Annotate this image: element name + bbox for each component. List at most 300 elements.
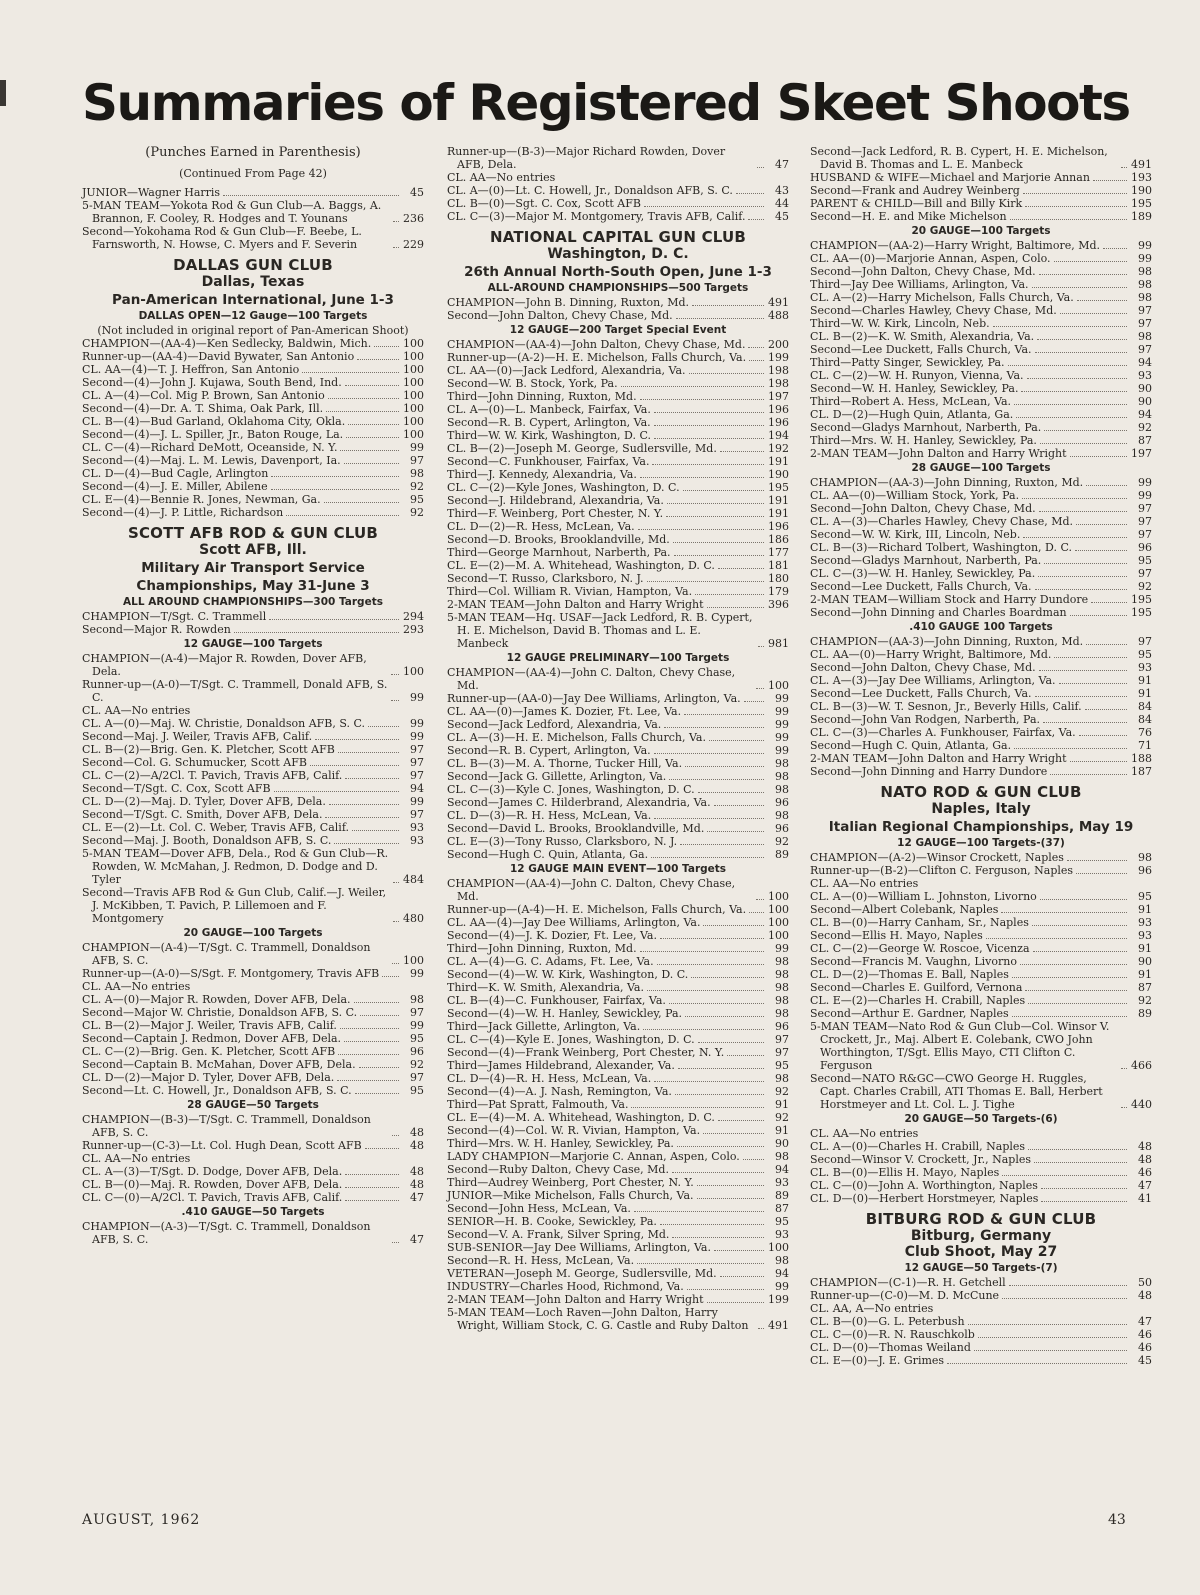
dot-leader [345,385,399,386]
entry-text: CL. C—(2)—Brig. Gen. K. Pletcher, Scott AFB [82,1045,336,1058]
dot-leader [1041,1201,1127,1202]
entry-score: 199 [768,351,789,364]
entry-text: 5-MAN TEAM—Hq. USAF—Jack Ledford, R. B. Cypert, H. E. Michelson, David B. Thomas and L. E. Manbeck [447,611,753,650]
entry-text: Second—(4)—Dr. A. T. Shima, Oak Park, Ill. [82,402,324,415]
entry-score: 47 [1138,1315,1152,1328]
entry-score: 98 [775,783,789,796]
result-entry [810,502,1152,515]
result-entry [447,572,789,585]
entry-text: Second—Winsor V. Crockett, Jr., Naples [810,1153,1032,1166]
dot-leader [749,912,764,913]
result-entry [82,678,424,704]
result-entry [447,611,789,650]
result-entry [810,541,1152,554]
dot-leader [676,318,764,319]
result-entry [810,343,1152,356]
entry-text: Second—V. A. Frank, Silver Spring, Md. [447,1228,670,1241]
dot-leader [1009,1285,1127,1286]
dot-leader [1035,352,1127,353]
result-entry [82,1139,424,1152]
entry-score: 100 [403,363,424,376]
dot-leader [714,805,764,806]
dot-leader [1034,1162,1127,1163]
dot-leader [978,1337,1127,1338]
entry-score: 93 [1138,916,1152,929]
entry-score: 100 [403,954,424,967]
entry-score: 90 [1138,955,1152,968]
dot-leader [672,1172,764,1173]
dot-leader [382,976,399,977]
result-entry [82,847,424,886]
entry-score: 99 [410,795,424,808]
dot-leader [1093,180,1127,181]
result-entry [447,916,789,929]
event-subheading: 20 GAUGE—50 Targets-(6) [904,1113,1058,1125]
dot-leader [756,899,764,900]
entry-text: CL. E—(2)—M. A. Whitehead, Washington, D. C. [447,559,715,572]
entry-text: Runner-up—(A-0)—T/Sgt. C. Trammell, Donald AFB, S. C. [82,678,388,704]
entry-text: CHAMPION—(AA-4)—John C. Dalton, Chevy Chase, Md. [447,877,736,903]
entry-score: 94 [410,782,424,795]
entry-text: Third—W. W. Kirk, Washington, D. C. [447,429,651,442]
dot-leader [328,398,399,399]
result-entry [810,968,1152,981]
entry-score: 97 [1138,528,1152,541]
entry-score: 96 [1138,864,1152,877]
entry-text: CL. A—(0)—Lt. C. Howell, Jr., Donaldson AFB, S. C. [447,184,733,197]
dot-leader [695,594,764,595]
entry-text: Second—C. Funkhouser, Fairfax, Va. [447,455,650,468]
dot-leader [344,463,399,464]
dot-leader [302,372,399,373]
entry-score: 98 [1138,265,1152,278]
entry-text: CL. D—(4)—Bud Cagle, Arlington [82,467,269,480]
dot-leader [1075,550,1127,551]
entry-text: Second—T. Russo, Clarksboro, N. J. [447,572,644,585]
dot-leader [748,219,764,220]
dot-leader [269,619,399,620]
result-entry [447,1306,789,1332]
dot-leader [667,503,764,504]
entry-text: Second—Lee Duckett, Falls Church, Va. [810,343,1032,356]
entry-text: CL. C—(2)—Kyle Jones, Washington, D. C. [447,481,680,494]
dot-leader [654,425,764,426]
result-entry [82,376,424,389]
result-entry [447,1254,789,1267]
entry-score: 196 [768,403,789,416]
entry-text: CL. AA—(0)—Marjorie Annan, Aspen, Colo. [810,252,1051,265]
entry-text: Third—J. Kennedy, Alexandria, Va. [447,468,637,481]
entry-score: 99 [1138,239,1152,252]
entry-score: 199 [768,1293,789,1306]
result-entry [447,1163,789,1176]
result-entry [447,171,789,184]
entry-text: Runner-up—(AA-4)—David Bywater, San Antonio [82,350,355,363]
entry-text: Second—J. Hildebrand, Alexandria, Va. [447,494,664,507]
dot-leader [1085,709,1127,710]
dot-leader [707,607,764,608]
result-entry [810,145,1152,171]
dot-leader [234,632,399,633]
entry-text: CL. C—(3)—Charles A. Funkhouser, Fairfax, Va. [810,726,1076,739]
entry-text: Third—Audrey Weinberg, Port Chester, N. Y. [447,1176,694,1189]
entry-text: CL. A—(3)—Charles Hawley, Chevy Chase, Md. [810,515,1074,528]
dot-leader [674,555,764,556]
entry-text: Second—Frank and Audrey Weinberg [810,184,1020,197]
entry-text: CHAMPION—(A-4)—Major R. Rowden, Dover AFB, Dela. [82,652,367,678]
club-name: NATIONAL CAPITAL GUN CLUB [489,228,747,246]
result-entry [82,1152,424,1165]
entry-score: 99 [410,730,424,743]
result-entry [82,1113,424,1139]
entry-score: 236 [403,212,424,225]
result-entry [447,533,789,546]
result-entry [810,278,1152,291]
page-title: Summaries of Registered Skeet Shoots [82,74,1130,132]
dot-leader [684,714,764,715]
result-entry [447,731,789,744]
entry-text: Third—Mrs. W. H. Hanley, Sewickley, Pa. [810,434,1037,447]
entry-text: Second—(4)—Maj. L. M. Lewis, Davenport, Ia. [82,454,341,467]
entry-score: 180 [768,572,789,585]
result-entry [810,567,1152,580]
entry-score: 95 [775,1059,789,1072]
entry-score: 48 [1138,1153,1152,1166]
dot-leader [993,326,1127,327]
result-entry [447,1033,789,1046]
entry-score: 99 [775,692,789,705]
entry-score: 93 [775,1228,789,1241]
entry-score: 45 [1138,1354,1152,1367]
dot-leader [1012,1016,1127,1017]
result-entry [810,239,1152,252]
entry-score: 97 [1138,515,1152,528]
entry-score: 91 [1138,942,1152,955]
entry-text: CL. C—(3)—Major M. Montgomery, Travis AFB, Calif. [447,210,746,223]
result-entry [82,389,424,402]
dot-leader [1023,193,1127,194]
dot-leader [1014,748,1127,749]
entry-score: 95 [410,1032,424,1045]
entry-score: 99 [410,441,424,454]
result-entry [447,1280,789,1293]
result-entry [447,968,789,981]
event-subheading: 12 GAUGE—50 Targets-(7) [904,1262,1058,1274]
entry-score: 98 [410,993,424,1006]
result-entry [82,1058,424,1071]
entry-text: CL. B—(2)—Major J. Weiler, Travis AFB, Calif. [82,1019,337,1032]
entry-text: Third—Pat Spratt, Falmouth, Va. [447,1098,629,1111]
dot-leader [720,1276,764,1277]
dot-leader [1086,644,1127,645]
dot-leader [660,938,764,939]
dot-leader [1032,287,1127,288]
dot-leader [647,581,764,582]
result-entry [447,377,789,390]
dot-leader [1039,670,1127,671]
result-entry [810,447,1152,460]
entry-score: 98 [775,968,789,981]
result-entry [447,718,789,731]
entry-score: 92 [410,480,424,493]
entry-text: Second—Jack Ledford, Alexandria, Va. [447,718,662,731]
entry-text: Second—(4)—J. P. Little, Richardson [82,506,284,519]
result-entry [810,330,1152,343]
result-entry [447,145,789,171]
entry-score: 100 [403,402,424,415]
result-entry [447,184,789,197]
dot-leader [718,1120,764,1121]
entry-text: CL. A—(4)—G. C. Adams, Ft. Lee, Va. [447,955,654,968]
dot-leader [346,437,399,438]
entry-score: 99 [775,1280,789,1293]
event-title: Championships, May 31-June 3 [136,578,370,594]
result-entry [82,1178,424,1191]
entry-text: Second—(4)—Col. W. R. Vivian, Hampton, Va. [447,1124,701,1137]
result-entry [447,309,789,322]
dot-leader [392,1242,399,1243]
entry-score: 97 [1138,502,1152,515]
result-entry [810,593,1152,606]
footer-page-number: 43 [1108,1512,1126,1528]
dot-leader [640,951,764,952]
entry-text: 5-MAN TEAM—Yokota Rod & Gun Club—A. Baggs, A. Brannon, F. Cooley, R. Hodges and T. Younans [82,199,382,225]
dot-leader [1054,657,1127,658]
entry-score: 196 [768,416,789,429]
entry-text: Runner-up—(B-3)—Major Richard Rowden, Dover AFB, Dela. [447,145,726,171]
entry-score: 99 [410,717,424,730]
entry-score: 89 [1138,1007,1152,1020]
dot-leader [669,1003,764,1004]
dot-leader [355,1093,399,1094]
result-entry [82,1084,424,1097]
entry-text: Second—Jack Ledford, R. B. Cypert, H. E. Michelson, David B. Thomas and L. E. Manbeck [810,145,1108,171]
entry-score: 98 [775,1007,789,1020]
dot-leader [1035,589,1127,590]
dot-leader [338,1054,399,1055]
entry-score: 198 [768,377,789,390]
dot-leader [1025,990,1127,991]
entry-score: 93 [410,821,424,834]
dot-leader [697,1198,765,1199]
entry-text: Runner-up—(AA-0)—Jay Dee Williams, Arlington, Va. [447,692,741,705]
result-entry [810,489,1152,502]
entry-score: 196 [768,520,789,533]
result-entry [810,421,1152,434]
dot-leader [947,1363,1127,1364]
entry-text: Second—Captain B. McMahan, Dover AFB, Dela. [82,1058,356,1071]
entry-text: Third—K. W. Smith, Alexandria, Va. [447,981,644,994]
dot-leader [749,360,764,361]
entry-score: 98 [1138,330,1152,343]
result-entry [447,809,789,822]
result-entry [810,851,1152,864]
entry-text: CL. C—(0)—John A. Worthington, Naples [810,1179,1038,1192]
result-entry [82,454,424,467]
result-entry [447,1293,789,1306]
entry-score: 229 [403,238,424,251]
result-entry [447,835,789,848]
dot-leader [1076,524,1127,525]
dot-leader [654,1081,764,1082]
dot-leader [1076,873,1127,874]
entry-score: 396 [768,598,789,611]
result-entry [810,1354,1152,1367]
entry-score: 50 [1138,1276,1152,1289]
result-entry [810,700,1152,713]
entry-score: 47 [410,1233,424,1246]
entry-score: 94 [1138,408,1152,421]
dot-leader [1038,576,1127,577]
result-entry [82,782,424,795]
entry-text: Runner-up—(A-4)—H. E. Michelson, Falls Church, Va. [447,903,747,916]
entry-text: Second—Lee Duckett, Falls Church, Va. [810,687,1032,700]
entry-text: CL. C—(4)—Richard DeMott, Oceanside, N. Y. [82,441,338,454]
entry-score: 491 [768,296,789,309]
dot-leader [757,167,764,168]
entry-score: 99 [775,744,789,757]
entry-score: 195 [768,481,789,494]
entry-score: 97 [410,454,424,467]
result-entry [810,382,1152,395]
result-entry [810,408,1152,421]
entry-text: Second—Hugh C. Quin, Atlanta, Ga. [447,848,649,861]
result-entry [447,796,789,809]
entry-text: CL. E—(4)—Bennie R. Jones, Newman, Ga. [82,493,321,506]
result-entry [447,1150,789,1163]
entry-text: CHAMPION—(AA-4)—John C. Dalton, Chevy Chase, Md. [447,666,736,692]
result-entry [810,304,1152,317]
dot-leader [345,1187,399,1188]
entry-text: CL. E—(0)—J. E. Grimes [810,1354,945,1367]
dot-leader [286,515,399,516]
section-heading: (Punches Earned in Parenthesis) [145,145,361,160]
entry-score: 76 [1138,726,1152,739]
entry-score: 99 [410,1019,424,1032]
entry-score: 97 [775,1033,789,1046]
result-entry [810,356,1152,369]
result-entry [82,821,424,834]
result-entry [810,890,1152,903]
dot-leader [345,1200,399,1201]
dot-leader [709,740,764,741]
result-entry [82,623,424,636]
result-entry [810,1341,1152,1354]
entry-text: Runner-up—(C-3)—Lt. Col. Hugh Dean, Scott AFB [82,1139,362,1152]
entry-score: 99 [775,942,789,955]
result-entry [447,520,789,533]
entry-score: 100 [768,916,789,929]
result-entry [447,1267,789,1280]
dot-leader [685,766,764,767]
result-entry [82,834,424,847]
dot-leader [698,1042,764,1043]
entry-score: 491 [768,1319,789,1332]
result-entry [82,808,424,821]
entry-text: CL. D—(0)—Thomas Weiland [810,1341,971,1354]
dot-leader [1121,1068,1127,1069]
entry-text: CHAMPION—(A-2)—Winsor Crockett, Naples [810,851,1064,864]
result-entry [447,1085,789,1098]
result-entry [810,739,1152,752]
entry-score: 186 [768,533,789,546]
entry-text: CL. D—(2)—Hugh Quin, Atlanta, Ga. [810,408,1014,421]
entry-score: 95 [1138,554,1152,567]
event-title: Pan-American International, June 1-3 [112,292,394,308]
entry-score: 195 [1131,593,1152,606]
result-entry [447,1202,789,1215]
entry-score: 91 [1138,674,1152,687]
entry-text: 2-MAN TEAM—John Dalton and Harry Wright [810,447,1067,460]
entry-score: 100 [403,337,424,350]
result-entry [810,994,1152,1007]
entry-score: 95 [1138,648,1152,661]
dot-leader [634,1211,764,1212]
dot-leader [1028,1149,1127,1150]
result-entry [82,199,424,225]
dot-leader [974,1350,1127,1351]
entry-text: CL. B—(2)—Joseph M. George, Sudlersville, Md. [447,442,717,455]
entry-score: 440 [1131,1098,1152,1111]
result-entry [447,942,789,955]
entry-score: 294 [403,610,424,623]
dot-leader [352,830,399,831]
dot-leader [1032,925,1127,926]
result-entry [810,580,1152,593]
dot-leader [707,831,764,832]
entry-score: 98 [410,467,424,480]
result-entry [82,480,424,493]
entry-score: 190 [768,468,789,481]
dot-leader [1103,248,1127,249]
entry-score: 99 [1138,476,1152,489]
dot-leader [758,646,764,647]
dot-leader [689,373,765,374]
entry-score: 100 [768,679,789,692]
entry-score: 97 [410,1071,424,1084]
entry-score: 95 [775,1215,789,1228]
result-entry [447,981,789,994]
dot-leader [329,804,399,805]
event-subheading: .410 GAUGE 100 Targets [909,621,1053,633]
column-3 [810,145,1152,1367]
dot-leader [344,1041,399,1042]
entry-text: PARENT & CHILD—Bill and Billy Kirk [810,197,1023,210]
dot-leader [698,792,764,793]
entry-score: 97 [1138,304,1152,317]
result-entry [810,981,1152,994]
entry-text: Second—Charles Hawley, Chevy Chase, Md. [810,304,1057,317]
result-entry [810,1302,1152,1315]
result-entry [82,756,424,769]
entry-text: Third—James Hildebrand, Alexander, Va. [447,1059,675,1072]
dot-leader [1002,1175,1127,1176]
result-entry [447,390,789,403]
entry-score: 99 [410,967,424,980]
entry-text: Second—(4)—W. H. Hanley, Sewickley, Pa. [447,1007,683,1020]
entry-score: 96 [775,822,789,835]
entry-text: Second—John Dalton, Chevy Chase, Md. [810,661,1036,674]
entry-text: CL. AA—No entries [810,1127,919,1140]
entry-text: 2-MAN TEAM—John Dalton and Harry Wright [810,752,1067,765]
entry-text: Runner-up—(C-0)—M. D. McCune [810,1289,1000,1302]
event-subheading: 12 GAUGE—100 Targets [183,638,323,650]
entry-score: 91 [775,1098,789,1111]
event-title: Military Air Transport Service [141,560,365,576]
entry-score: 98 [775,994,789,1007]
result-entry [82,1220,424,1246]
column-2 [447,145,789,1332]
